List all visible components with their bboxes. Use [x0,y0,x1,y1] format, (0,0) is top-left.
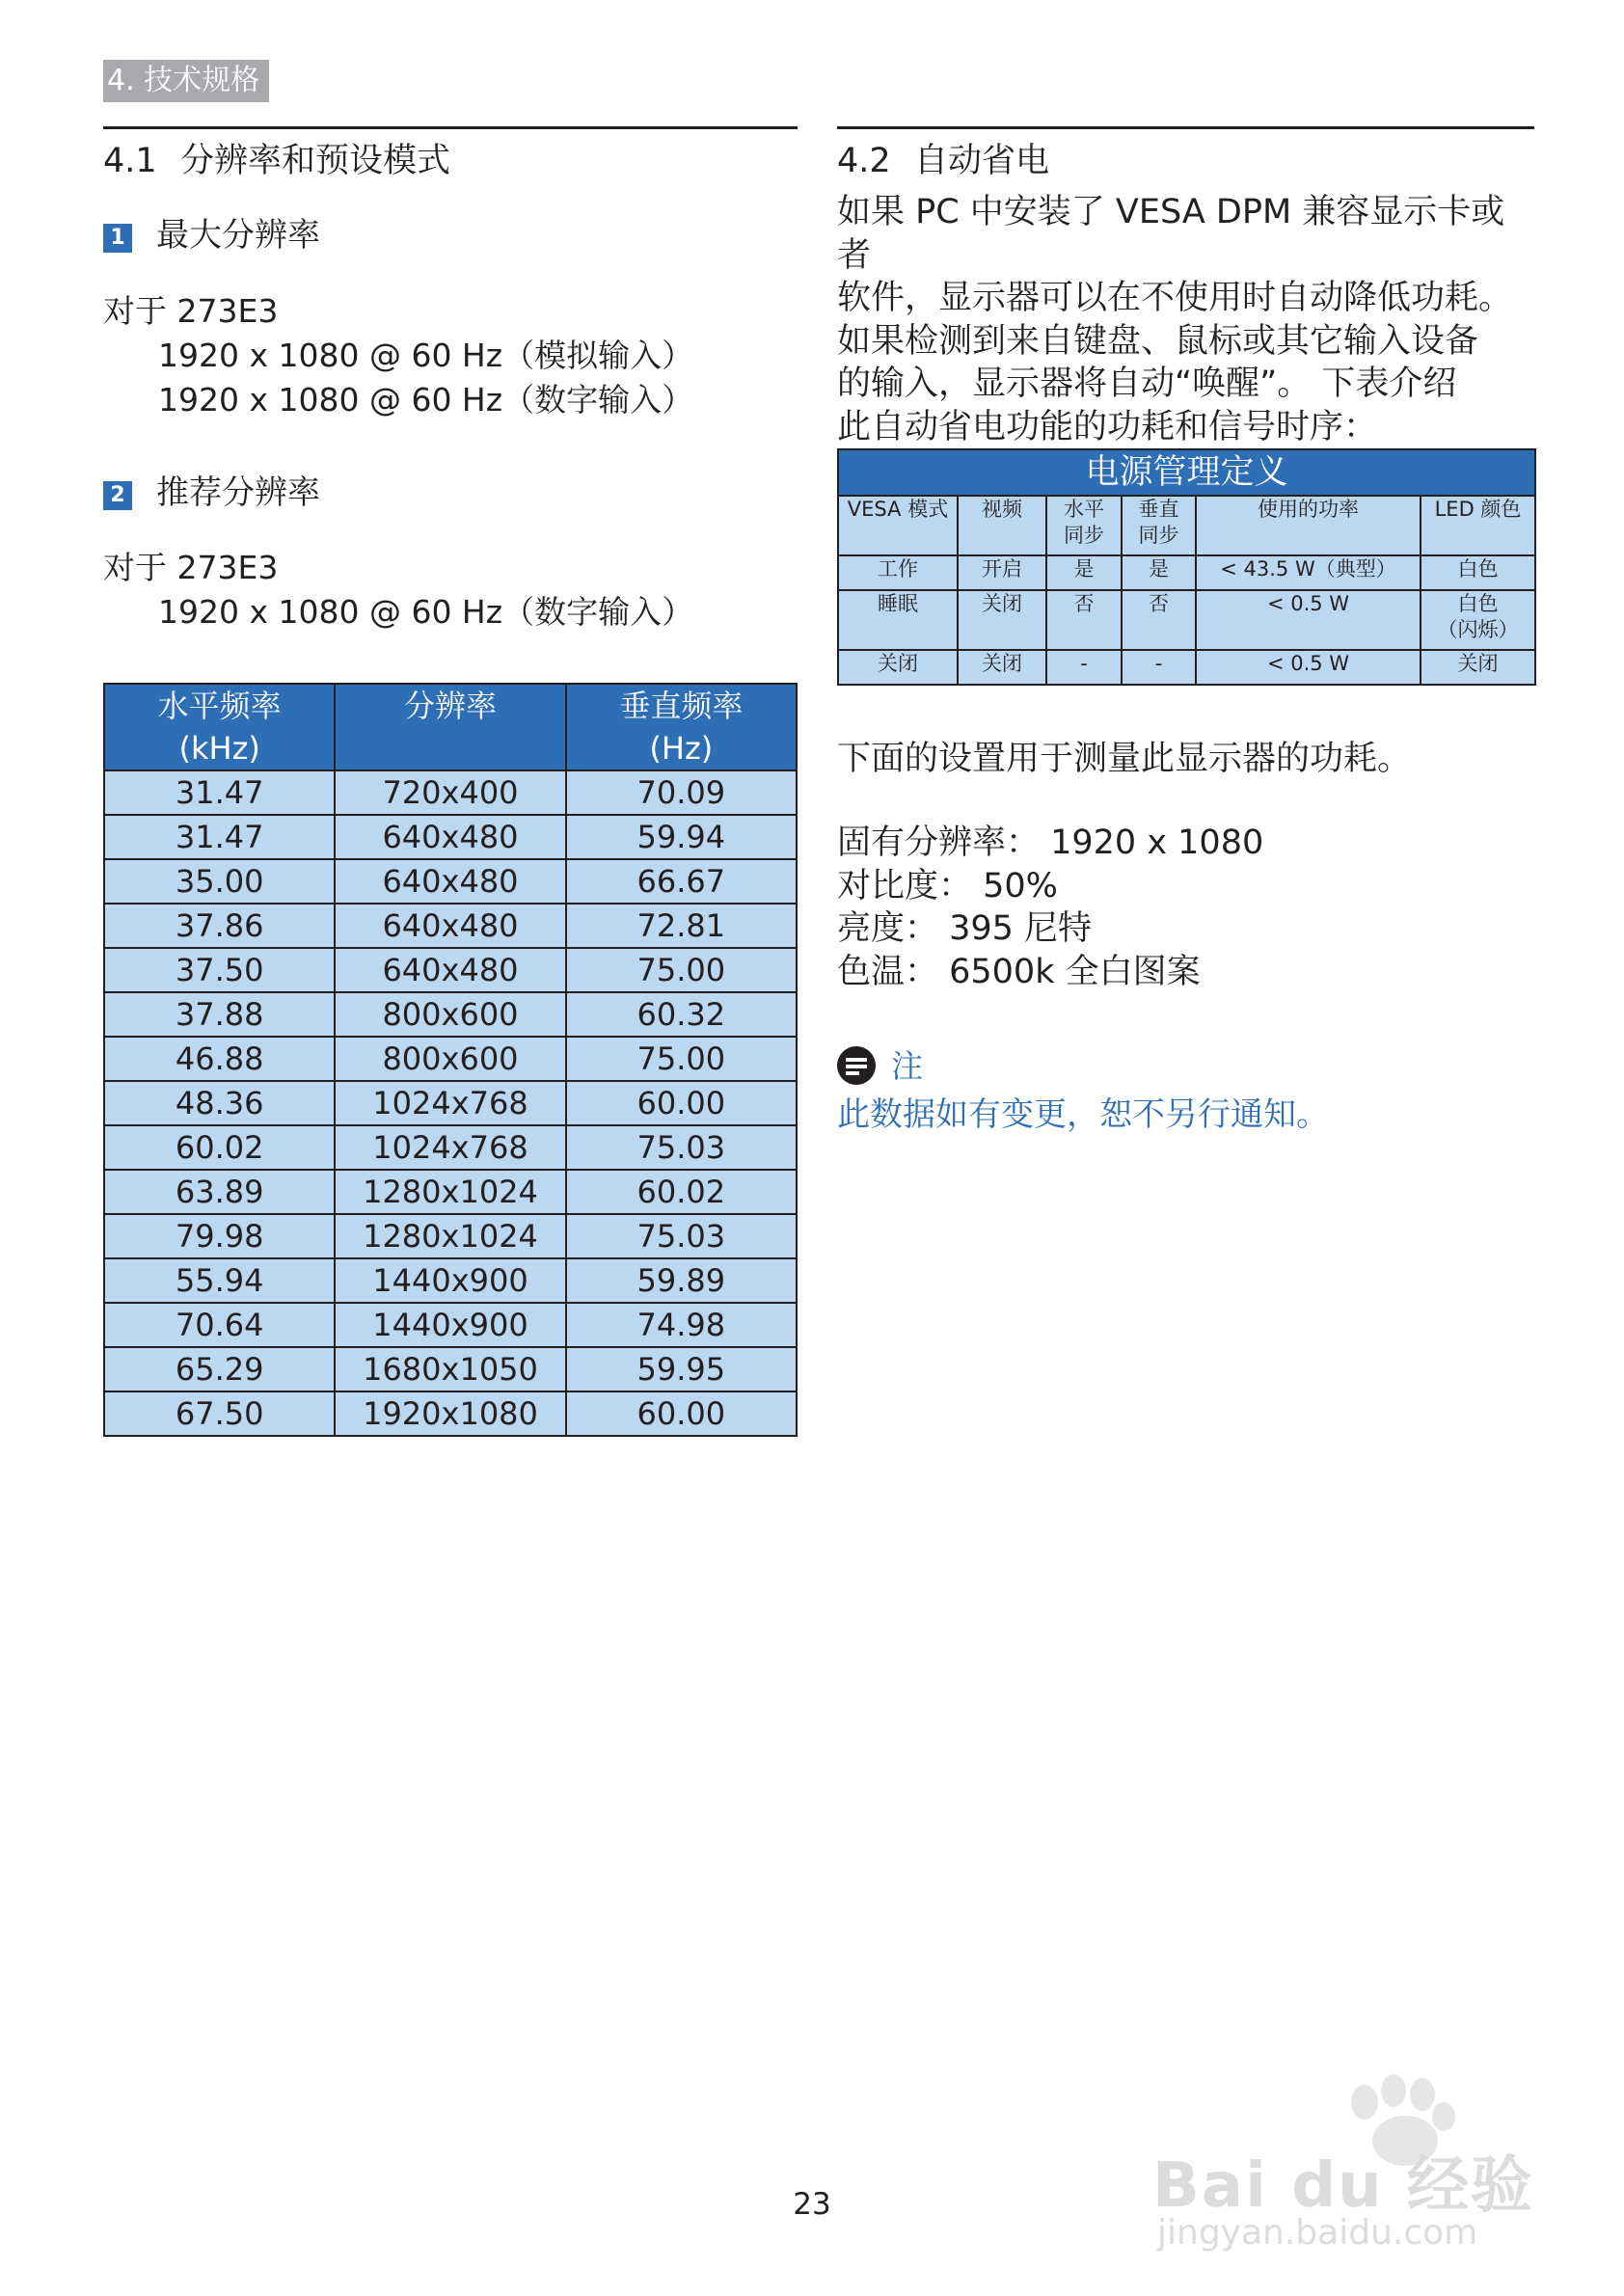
cell: 66.67 [566,859,797,904]
cell: 白色 （闪烁） [1421,590,1535,650]
heading-number: 4.1 [103,142,157,180]
cell: 59.89 [566,1258,797,1303]
cell: 睡眠 [838,590,958,650]
table-row [104,1347,797,1391]
cell: 63.89 [104,1170,335,1214]
watermark-logo-text: Bai du 经验 [1152,2150,1534,2222]
table-row [104,1081,797,1125]
cell: - [1122,650,1196,685]
intro-line: 此自动省电功能的功耗和信号时序： [837,407,1378,446]
section-heading-4-1 [103,134,450,182]
table-row [104,1037,797,1081]
cell: 48.36 [104,1081,335,1125]
cell: 75.03 [566,1125,797,1170]
cell: < 0.5 W [1196,650,1421,685]
cell: 67.50 [104,1391,335,1436]
table-row [104,1303,797,1347]
step-badge-1: 1 [103,224,132,253]
cell: < 0.5 W [1196,590,1421,650]
model-line: 对于 273E3 [103,549,279,586]
recommended-resolution-block [103,546,693,635]
intro-line: 如果 PC 中安装了 VESA DPM 兼容显示卡或者 [837,193,1505,275]
cell: 59.94 [566,815,797,859]
cell: 70.64 [104,1303,335,1347]
table-row [104,1391,797,1436]
heading-text: 分辨率和预设模式 [180,142,451,180]
table-header-row [838,496,1535,555]
resolution-line: 1920 x 1080 @ 60 Hz（模拟输入） [158,337,694,374]
setting-line: 固有分辨率： 1920 x 1080 [837,824,1264,862]
cell: 是 [1046,555,1122,590]
cell: 37.86 [104,904,335,948]
note-title: 注 [891,1047,923,1085]
table-row [104,770,797,815]
cell: 65.29 [104,1347,335,1391]
cell: 800x600 [335,992,565,1037]
cell: 关闭 [958,590,1046,650]
section-tag: 4. 技术规格 [103,60,269,102]
cell: 60.02 [104,1125,335,1170]
cell: 37.88 [104,992,335,1037]
col-header-resolution: 分辨率 [335,684,565,770]
cell: 1024x768 [335,1081,565,1125]
cell: 640x480 [335,904,565,948]
cell: 60.32 [566,992,797,1037]
setting-line: 亮度： 395 尼特 [837,909,1093,948]
table-row [104,1214,797,1258]
cell: 75.00 [566,948,797,992]
cell: 74.98 [566,1303,797,1347]
cell: 75.03 [566,1214,797,1258]
cell: 640x480 [335,859,565,904]
cell: 关闭 [838,650,958,685]
measure-settings [837,822,1263,993]
cell: 1440x900 [335,1258,565,1303]
cell: 46.88 [104,1037,335,1081]
cell: 1024x768 [335,1125,565,1170]
cell: 31.47 [104,770,335,815]
table-header-row [104,684,797,770]
cell: 79.98 [104,1214,335,1258]
col-header-power-used: 使用的功率 [1196,496,1421,555]
resolution-table [103,683,798,1437]
cell: 75.00 [566,1037,797,1081]
resolution-line: 1920 x 1080 @ 60 Hz（数字输入） [158,593,694,631]
col-header-v-freq: 垂直频率 (Hz) [566,684,797,770]
col-header-h-freq: 水平频率 (kHz) [104,684,335,770]
table-row [104,904,797,948]
intro-line: 的输入，显示器将自动“唤醒”。 下表介绍 [837,365,1457,403]
cell: 70.09 [566,770,797,815]
cell: 1280x1024 [335,1170,565,1214]
cell: 开启 [958,555,1046,590]
cell: 是 [1122,555,1196,590]
col-header-h-sync: 水平 同步 [1046,496,1122,555]
model-line: 对于 273E3 [103,292,279,330]
section-heading-4-2 [837,134,1049,182]
cell: 59.95 [566,1347,797,1391]
table-title-row [838,449,1535,496]
cell: 60.02 [566,1170,797,1214]
cell: < 43.5 W（典型） [1196,555,1421,590]
max-resolution-block [103,289,693,422]
table-row [104,1170,797,1214]
table-row [838,555,1535,590]
watermark-url: jingyan.baidu.com [1157,2213,1478,2253]
table-row [104,815,797,859]
cell: 37.50 [104,948,335,992]
intro-line: 如果检测到来自键盘、鼠标或其它输入设备 [837,321,1479,361]
cell: 1920x1080 [335,1391,565,1436]
cell: 1280x1024 [335,1214,565,1258]
note-heading [837,1041,923,1087]
auto-power-intro [837,191,1534,448]
col-header-vesa-mode: VESA 模式 [838,496,958,555]
cell: 35.00 [104,859,335,904]
cell: 否 [1046,590,1122,650]
table-row [104,1258,797,1303]
cell: 31.47 [104,815,335,859]
cell: 72.81 [566,904,797,948]
subheading-recommended-resolution [103,466,320,513]
cell: 1440x900 [335,1303,565,1347]
table-row [104,1125,797,1170]
subheading-text: 推荐分辨率 [156,473,320,512]
cell: 否 [1122,590,1196,650]
intro-line: 软件，显示器可以在不使用时自动降低功耗。 [837,279,1513,317]
table-title: 电源管理定义 [838,449,1535,496]
table-row [838,650,1535,685]
resolution-line: 1920 x 1080 @ 60 Hz（数字输入） [158,381,694,419]
left-heading-rule [103,126,798,129]
cell: 640x480 [335,815,565,859]
cell: 1680x1050 [335,1347,565,1391]
setting-line: 色温： 6500k 全白图案 [837,952,1201,991]
table-row [104,859,797,904]
col-header-video: 视频 [958,496,1046,555]
table-row [104,948,797,992]
baidu-watermark [1152,2044,1548,2253]
cell: 55.94 [104,1258,335,1303]
cell: 白色 [1421,555,1535,590]
subheading-text: 最大分辨率 [156,216,320,255]
table-row [104,992,797,1037]
note-body: 此数据如有变更，恕不另行通知。 [837,1095,1329,1134]
cell: 60.00 [566,1081,797,1125]
cell: 60.00 [566,1391,797,1436]
cell: 800x600 [335,1037,565,1081]
step-badge-2: 2 [103,481,132,510]
col-header-led-color: LED 颜色 [1421,496,1535,555]
right-heading-rule [837,126,1534,129]
cell: 关闭 [1421,650,1535,685]
cell: 640x480 [335,948,565,992]
heading-number: 4.2 [837,142,891,180]
heading-text: 自动省电 [914,142,1050,180]
cell: 关闭 [958,650,1046,685]
setting-line: 对比度： 50% [837,866,1058,905]
cell: 720x400 [335,770,565,815]
table-row [838,590,1535,650]
power-management-table [837,448,1536,686]
subheading-max-resolution [103,208,320,256]
page-number: 23 [793,2187,831,2222]
col-header-v-sync: 垂直 同步 [1122,496,1196,555]
cell: - [1046,650,1122,685]
note-icon [837,1046,876,1085]
cell: 工作 [838,555,958,590]
measure-intro: 下面的设置用于测量此显示器的功耗。 [837,740,1412,778]
